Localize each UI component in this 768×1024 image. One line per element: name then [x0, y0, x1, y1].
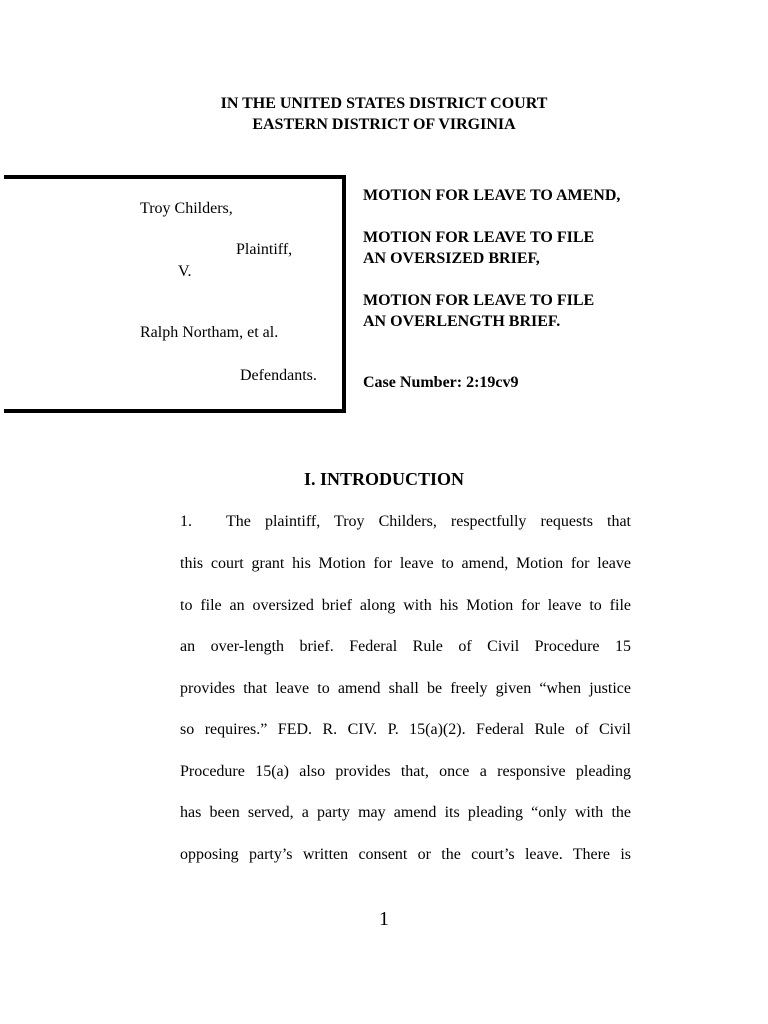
motion-title-overlength-2: AN OVERLENGTH BRIEF.: [363, 313, 561, 330]
paragraph-line-4: an over-length brief. Federal Rule of Civil Procedure 15: [180, 638, 631, 655]
paragraph-line-3: to file an oversized brief along with his Motion for leave to file: [180, 597, 631, 614]
paragraph-line-9: opposing party’s written consent or the court’s leave. There is: [180, 846, 631, 863]
paragraph-first-line-text: The plaintiff, Troy Childers, respectfully requests that: [226, 513, 631, 530]
paragraph-line-1: [180, 511, 631, 533]
defendant-name: Ralph Northam, et al.: [140, 324, 279, 341]
court-name: IN THE UNITED STATES DISTRICT COURT: [220, 95, 548, 112]
court-district: EASTERN DISTRICT OF VIRGINIA: [252, 116, 516, 133]
paragraph-line-8: has been served, a party may amend its pleading “only with the: [180, 804, 631, 821]
motion-title-overlength-1: MOTION FOR LEAVE TO FILE: [363, 292, 595, 309]
paragraph-number: 1.: [180, 513, 192, 530]
motion-title-amend: MOTION FOR LEAVE TO AMEND,: [363, 187, 621, 204]
court-header: [0, 93, 768, 135]
paragraph-line-2: this court grant his Motion for leave to amend, Motion for leave: [180, 555, 631, 572]
defendant-role: Defendants.: [240, 367, 317, 384]
paragraph-line-7: Procedure 15(a) also provides that, once a responsive pleading: [180, 763, 631, 780]
page-number: 1: [379, 908, 389, 930]
motion-title-oversized-1: MOTION FOR LEAVE TO FILE: [363, 229, 595, 246]
versus-label: V.: [178, 263, 192, 280]
plaintiff-name: Troy Childers,: [140, 200, 233, 217]
motion-title-oversized-2: AN OVERSIZED BRIEF,: [363, 250, 540, 267]
plaintiff-role: Plaintiff,: [236, 241, 293, 258]
section-heading: I. INTRODUCTION: [303, 469, 465, 489]
case-number: Case Number: 2:19cv9: [363, 374, 519, 391]
paragraph-line-6: so requires.” FED. R. CIV. P. 15(a)(2). Federal Rule of Civil: [180, 721, 631, 738]
paragraph-line-5: provides that leave to amend shall be freely given “when justice: [180, 680, 631, 697]
